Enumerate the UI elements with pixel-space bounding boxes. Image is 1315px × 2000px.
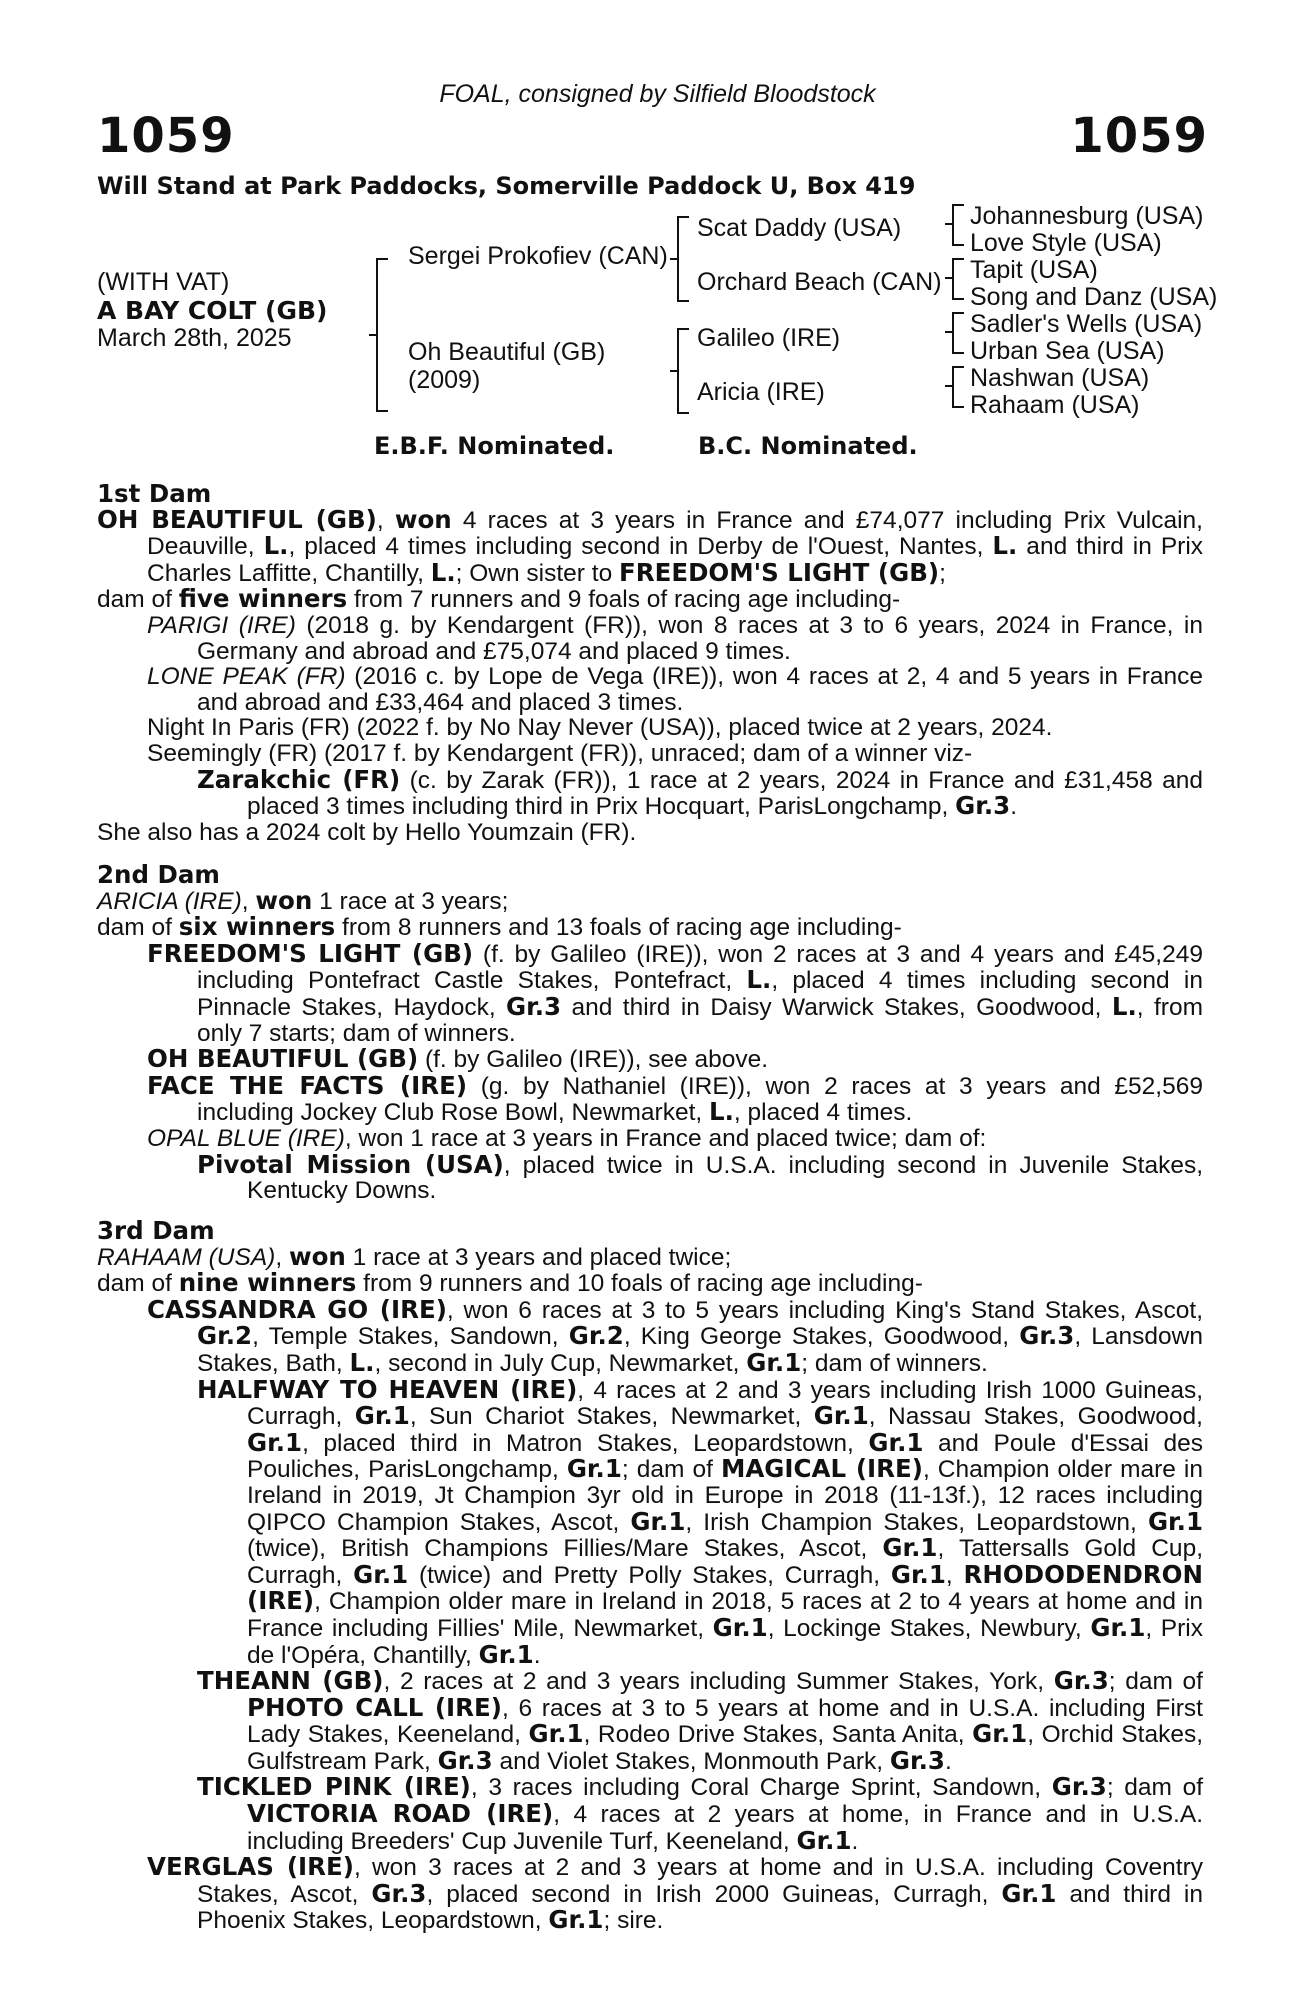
third-dam-section [97,1218,1203,1934]
pedigree-dam-year: (2009) [408,366,481,394]
produce-pivotal-mission: Pivotal Mission (USA), placed twice in U.S.A. including second in Juvenile Stakes, Kentucky Downs. [197,1149,1204,1205]
pedigree-g-8: Rahaam (USA) [970,391,1140,419]
produce-opal-blue: OPAL BLUE (IRE), won 1 race at 3 years in France and placed twice; dam of: [147,1124,987,1152]
stand-location: Will Stand at Park Paddocks, Somerville Paddock U, Box 419 [97,172,916,200]
produce-halfway-to-heaven: HALFWAY TO HEAVEN (IRE), 4 races at 2 and 3 years including Irish 1000 Guineas, Curragh, Gr.1, Sun Chariot Stakes, Newmarket, Gr.1, Nassau Stakes, Goodwood, Gr.1, placed third in Matron Stakes, Leopardstown, Gr.1 and Poule d'Essai des Pouliches, ParisLongchamp, Gr.1; dam of MAGICAL (IRE), Champion older mare in Ireland in 2019, Jt Champion 3yr old in Europe in 2018 (11-13f.), 12 races including QIPCO Champion Stakes, Ascot, Gr.1, Irish Champion Stakes, Leopardstown, Gr.1 (twice), British Champions Fillies/Mare Stakes, Ascot, Gr.1, Tattersalls Gold Cup, Curragh, Gr.1 (twice) and Pretty Polly Stakes, Curragh, Gr.1, RHODODENDRON (IRE), Champion older mare in Ireland in 2018, 5 races at 2 to 4 years at home and in France including Fillies' Mile, Newmarket, Gr.1, Lockinge Stakes, Newbury, Gr.1, Prix de l'Opéra, Chantilly, Gr.1. [197,1374,1204,1669]
produce-oh-beautiful: OH BEAUTIFUL (GB) (f. by Galileo (IRE)), see above. [147,1044,769,1074]
pedigree-brace-ds [952,312,964,354]
lot-number-left: 1059 [97,108,235,164]
pedigree-g-6: Urban Sea (USA) [970,337,1165,365]
third-dam-record: RAHAAM (USA), won 1 race at 3 years and placed twice; [97,1241,732,1271]
vat-note: (WITH VAT) [97,268,230,296]
first-dam-record: OH BEAUTIFUL (GB), won 4 races at 3 years in France and £74,077 including Prix Vulcain, Deauville, L., placed 4 times including second in Derby de l'Ouest, Nantes, L. and third in Prix Charles Laffitte, Chantilly, L.; Own sister to FREEDOM'S LIGHT (GB); [97,504,1204,587]
produce-parigi: PARIGI (IRE) (2018 g. by Kendargent (FR)), won 8 races at 3 to 6 years, 2024 in France, in Germany and abroad and £75,074 and placed 9 times. [147,611,1203,665]
third-dam-produce-summary: dam of nine winners from 9 runners and 10 foals of racing age including- [97,1268,923,1298]
produce-zarakchic: Zarakchic (FR) (c. by Zarak (FR)), 1 race at 2 years, 2024 in France and £31,458 and placed 3 times including third in Prix Hocquart, ParisLongchamp, Gr.3. [197,764,1203,821]
produce-night-in-paris: Night In Paris (FR) (2022 f. by No Nay Never (USA)), placed twice at 2 years, 2024. [147,714,1053,742]
pedigree-brace-sd [952,258,964,300]
pedigree-dam-sire: Galileo (IRE) [697,324,841,352]
pedigree-g-5: Sadler's Wells (USA) [970,310,1203,338]
produce-verglas: VERGLAS (IRE), won 3 races at 2 and 3 years at home and in U.S.A. including Coventry Stakes, Ascot, Gr.3, placed second in Irish 2000 Guineas, Curragh, Gr.1 and third in Phoenix Stakes, Leopardstown, Gr.1; sire. [147,1852,1203,1935]
produce-cassandra-go: CASSANDRA GO (IRE), won 6 races at 3 to 5 years including King's Stand Stakes, Ascot, Gr.2, Temple Stakes, Sandown, Gr.2, King George Stakes, Goodwood, Gr.3, Lansdown Stakes, Bath, L., second in July Cup, Newmarket, Gr.1; dam of winners. [147,1294,1204,1377]
foaling-date: March 28th, 2025 [97,324,292,352]
pedigree-sire: Sergei Prokofiev (CAN) [408,242,668,270]
pedigree-g-4: Song and Danz (USA) [970,283,1218,311]
first-dam-produce-summary: dam of five winners from 7 runners and 9 foals of racing age including- [97,584,901,614]
first-dam-name: OH BEAUTIFUL (GB) [97,504,377,534]
own-sister-name: FREEDOM'S LIGHT (GB) [619,557,940,587]
second-dam-produce-summary: dam of six winners from 8 runners and 13 foals of racing age including- [97,912,902,942]
pedigree-dam: Oh Beautiful (GB) [408,338,606,366]
pedigree-sire-sire: Scat Daddy (USA) [697,214,902,242]
pedigree-brace-dam [677,328,689,414]
pedigree-dam-dam: Aricia (IRE) [697,378,825,406]
consignor-line: FOAL, consigned by Silfield Bloodstock [439,80,876,108]
produce-tickled-pink: TICKLED PINK (IRE), 3 races including Coral Charge Sprint, Sandown, Gr.3; dam of VICTORIA ROAD (IRE), 4 races at 2 years at home, in France and in U.S.A. including Breeders' Cup Juvenile Turf, Keeneland, Gr.1. [197,1772,1204,1855]
pedigree-brace-dd [952,366,964,408]
produce-face-the-facts: FACE THE FACTS (IRE) (g. by Nathaniel (IRE)), won 2 races at 3 years and £52,569 including Jockey Club Rose Bowl, Newmarket, L., placed 4 times. [147,1070,1203,1127]
produce-lone-peak: LONE PEAK (FR) (2016 c. by Lope de Vega (IRE)), won 4 races at 2, 4 and 5 years in France and abroad and £33,464 and placed 3 times. [147,663,1203,716]
produce-seemingly: Seemingly (FR) (2017 f. by Kendargent (FR)), unraced; dam of a winner viz- [147,739,973,767]
second-dam-heading: 2nd Dam [97,860,220,889]
second-dam-record: ARICIA (IRE), won 1 race at 3 years; [97,885,509,915]
first-dam-also: She also has a 2024 colt by Hello Youmzain (FR). [97,818,637,846]
pedigree-sire-dam: Orchard Beach (CAN) [697,268,942,296]
pedigree-brace-sire [677,216,689,302]
second-dam-section [97,862,1203,1204]
pedigree-brace-ss [952,204,964,246]
pedigree-g-2: Love Style (USA) [970,229,1162,257]
ebf-nominated: E.B.F. Nominated. [374,432,615,460]
produce-freedoms-light: FREEDOM'S LIGHT (GB) (f. by Galileo (IRE)), won 2 races at 3 and 4 years and £45,249 including Pontefract Castle Stakes, Pontefract, L., placed 4 times including second in Pinnacle Stakes, Haydock, Gr.3 and third in Daisy Warwick Stakes, Goodwood, L., from only 7 starts; dam of winners. [147,938,1203,1047]
third-dam-heading: 3rd Dam [97,1216,215,1245]
horse-name: A BAY COLT (GB) [97,296,328,325]
pedigree-g-7: Nashwan (USA) [970,364,1150,392]
produce-theann: THEANN (GB), 2 races at 2 and 3 years including Summer Stakes, York, Gr.3; dam of PHOTO CALL (IRE), 6 races at 3 to 5 years at home and in U.S.A. including First Lady Stakes, Keeneland, Gr.1, Rodeo Drive Stakes, Santa Anita, Gr.1, Orchid Stakes, Gulfstream Park, Gr.3 and Violet Stakes, Monmouth Park, Gr.3. [197,1666,1203,1775]
lot-number-right: 1059 [1070,108,1208,164]
pedigree-g-1: Johannesburg (USA) [970,202,1204,230]
pedigree-brace-main [376,258,388,412]
first-dam-heading: 1st Dam [97,479,212,508]
first-dam-section [97,481,1203,845]
bc-nominated: B.C. Nominated. [698,432,918,460]
pedigree-g-3: Tapit (USA) [970,256,1098,284]
